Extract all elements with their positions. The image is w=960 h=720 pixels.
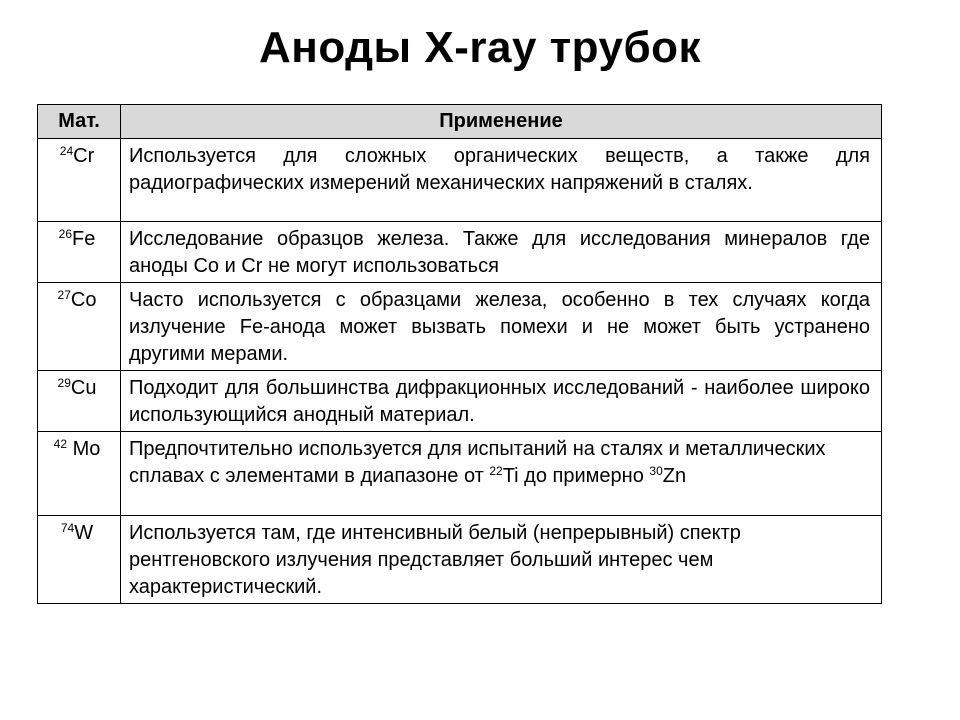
slide-title: Аноды X-ray трубок	[258, 23, 702, 72]
mass-number: 29	[57, 376, 71, 390]
table-row	[38, 283, 882, 371]
table-row	[38, 371, 882, 432]
ti-symbol: Ti	[502, 465, 519, 487]
application-cell: Используется там, где интенсивный белый (непрерывный) спектр рентгеновского излучения представляет больший интерес чем характеристический.	[121, 516, 882, 604]
application-cell: Часто используется с образцами железа, особенно в тех случаях когда излучение Fe-анода может вызвать помехи и не может быть устранено другими мерами.	[121, 283, 882, 371]
application-cell: Подходит для большинства дифракционных исследований - наиболее широко использующийся анодный материал.	[121, 371, 882, 432]
application-cell	[121, 432, 882, 516]
table-row	[38, 139, 882, 222]
application-text: Предпочтительно используется для испытаний на сталях и металлических сплавах с элементами в диапазоне от	[129, 438, 826, 487]
material-cell	[38, 516, 121, 604]
material-cell	[38, 371, 121, 432]
mass-number: 74	[60, 521, 75, 535]
element-symbol: W	[74, 522, 94, 544]
mass-number: 26	[58, 227, 72, 241]
table-header-row	[38, 105, 882, 139]
element-symbol: Mo	[72, 438, 101, 460]
table-row	[38, 222, 882, 283]
material-cell	[38, 283, 121, 371]
mass-number: 24	[59, 144, 74, 158]
application-cell: Исследование образцов железа. Также для исследования минералов где аноды Co и Cr не могут использоваться	[121, 222, 882, 283]
zn-symbol: Zn	[662, 465, 687, 487]
application-cell: Используется для сложных органических веществ, а также для радиографических измерений механических напряжений в сталях.	[121, 139, 882, 222]
element-symbol: Cu	[70, 377, 97, 399]
element-symbol: Fe	[72, 228, 96, 250]
anodes-table	[37, 104, 882, 604]
table-row	[38, 432, 882, 516]
header-application: Применение	[121, 105, 882, 139]
element-symbol: Co	[70, 289, 97, 311]
material-cell	[38, 432, 121, 516]
mass-number: 27	[57, 288, 71, 302]
material-cell	[38, 139, 121, 222]
zn-mass-number: 30	[649, 464, 663, 478]
application-text-middle: до примерно	[518, 465, 650, 487]
ti-mass-number: 22	[489, 464, 503, 478]
table-row	[38, 516, 882, 604]
material-cell	[38, 222, 121, 283]
element-symbol: Cr	[73, 145, 95, 167]
mass-number: 42	[53, 437, 67, 451]
header-material: Мат.	[38, 105, 121, 139]
